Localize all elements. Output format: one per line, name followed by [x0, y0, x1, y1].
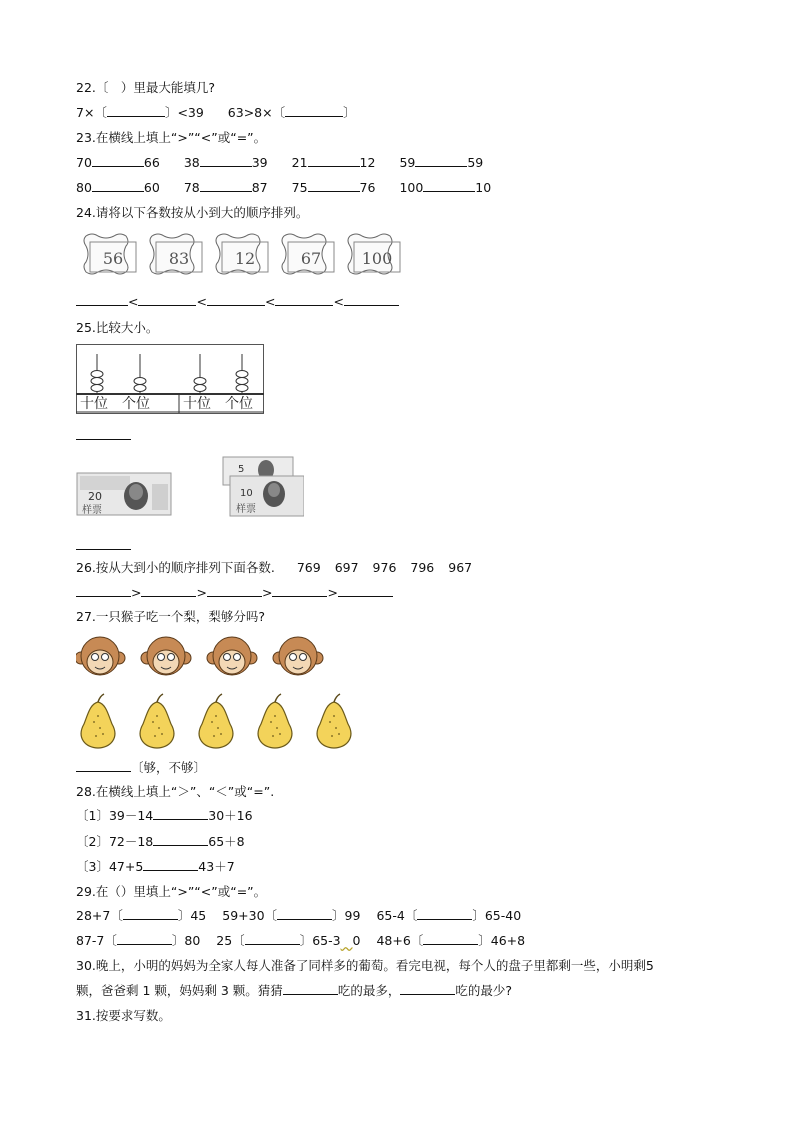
q23-num: 70	[76, 155, 92, 170]
q29-blank[interactable]	[245, 933, 300, 945]
q23-num: 59	[467, 155, 484, 170]
pear-body-icon	[140, 702, 174, 748]
pear-speck-icon	[93, 721, 95, 723]
q26-gt: >	[327, 585, 338, 600]
q24-answer-line	[76, 294, 399, 310]
pear-icon	[81, 694, 115, 748]
q30-line-2	[76, 983, 512, 999]
abacus-bead	[134, 378, 146, 385]
q26-blank[interactable]	[141, 585, 196, 597]
monkey-eye-icon	[290, 654, 297, 661]
q29-blank[interactable]	[117, 933, 172, 945]
q24-blank[interactable]	[138, 294, 196, 306]
pear-icon	[258, 694, 292, 748]
q29-blank[interactable]	[123, 908, 178, 920]
q29-wavy-gap	[341, 933, 353, 948]
pear-speck-icon	[270, 721, 272, 723]
q29-left: 65-4〔	[376, 908, 418, 923]
abacus-bead	[91, 385, 103, 392]
q28-right: 43＋7	[198, 859, 235, 874]
pear-speck-icon	[99, 727, 101, 729]
q26-blank[interactable]	[207, 585, 262, 597]
q30-text-c: 吃的最少?	[455, 983, 512, 998]
q23-num: 12	[359, 155, 376, 170]
abacus-bead	[236, 378, 248, 385]
monkey-face-icon	[219, 650, 245, 674]
q23-blank[interactable]	[423, 180, 475, 192]
q23-num: 66	[143, 155, 160, 170]
q26-gt: >	[261, 585, 273, 600]
q22-title: 22.〔 ）里最大能填几?	[76, 80, 216, 95]
q30-text-b: 吃的最多，	[337, 983, 401, 998]
pear-speck-icon	[272, 735, 274, 737]
q23-blank[interactable]	[92, 155, 144, 167]
pear-speck-icon	[161, 733, 163, 735]
q29-left: 48+6〔	[376, 933, 424, 948]
pear-stem-icon	[216, 694, 222, 702]
q24-lt: <	[128, 294, 139, 309]
q25-answer-1	[76, 428, 131, 444]
q28-blank[interactable]	[153, 834, 208, 846]
q30-blank-2[interactable]	[400, 983, 455, 995]
monkey-face-icon	[153, 650, 179, 674]
pear-icon	[199, 694, 233, 748]
q23-blank[interactable]	[415, 155, 467, 167]
abacus-label-tens-1: 十位	[80, 396, 108, 412]
monkey-eye-icon	[234, 654, 241, 661]
q25-blank-1[interactable]	[76, 428, 131, 440]
banknote-value-10: 10	[240, 488, 253, 499]
banknote-sample-text: 样票	[82, 505, 102, 516]
q26-number: 796	[410, 560, 435, 575]
q23-num: 87	[251, 180, 268, 195]
pear-speck-icon	[338, 733, 340, 735]
q28-title: 28.在横线上填上“＞”、“＜”或“=”.	[76, 784, 275, 799]
banknote-watermark	[152, 484, 168, 510]
q29-right-tail: 0	[352, 933, 361, 948]
q28-item-number: 〔2〕	[76, 834, 109, 849]
monkey-eye-icon	[158, 654, 165, 661]
banknote-sample-text: 样票	[236, 504, 256, 515]
q28-left: 72－18	[108, 834, 154, 849]
q29-row-1	[76, 908, 521, 924]
abacus-bead	[236, 371, 248, 378]
q24-lt: <	[333, 294, 344, 309]
number-card	[282, 234, 334, 274]
q24-title: 24.请将以下各数按从小到大的顺序排列。	[76, 205, 309, 220]
q27-monkeys	[76, 632, 336, 680]
q22-blank-2[interactable]	[285, 105, 343, 117]
q25-abacus-figure	[76, 344, 264, 414]
q29-title: 29.在（）里填上“>”“<”或“=”。	[76, 884, 267, 899]
pear-body-icon	[81, 702, 115, 748]
q29-right: 〕45	[177, 908, 207, 923]
q30-blank-1[interactable]	[283, 983, 338, 995]
q23-num: 39	[251, 155, 268, 170]
q29-left: 87-7〔	[76, 933, 117, 948]
q24-blank[interactable]	[76, 294, 128, 306]
q29-row-2	[76, 933, 525, 949]
card-number: 12	[234, 249, 256, 268]
pear-speck-icon	[156, 715, 158, 717]
q27-hint: 〔够，不够〕	[131, 760, 207, 775]
q31-title: 31.按要求写数。	[76, 1008, 171, 1023]
q28-item-number: 〔1〕	[76, 808, 109, 823]
q29-blank[interactable]	[277, 908, 332, 920]
abacus-bead	[236, 385, 248, 392]
abacus-bead	[134, 385, 146, 392]
pear-speck-icon	[215, 715, 217, 717]
q26-number: 697	[334, 560, 359, 575]
pear-speck-icon	[274, 715, 276, 717]
banknote-stack-5-10	[222, 456, 304, 520]
pear-stem-icon	[98, 694, 104, 702]
q28-blank[interactable]	[153, 808, 208, 820]
pear-speck-icon	[331, 735, 333, 737]
q27-answer-line	[76, 760, 206, 776]
q24-blank[interactable]	[275, 294, 333, 306]
q23-num: 76	[359, 180, 376, 195]
q23-num: 80	[76, 180, 92, 195]
q28-right: 30＋16	[208, 808, 253, 823]
pear-speck-icon	[154, 735, 156, 737]
number-card	[84, 234, 136, 274]
q23-num: 75	[291, 180, 308, 195]
abacus-label-ones-1: 个位	[122, 396, 150, 412]
card-number: 100	[361, 249, 393, 268]
q30-text-a: 颗，爸爸剩 1 颗，妈妈剩 3 颗。猜猜	[76, 983, 283, 998]
q26-number: 976	[372, 560, 397, 575]
monkey-eye-icon	[102, 654, 109, 661]
q28-item-number: 〔3〕	[76, 859, 109, 874]
q22-b: 〕<39	[164, 105, 204, 120]
monkey-eye-icon	[168, 654, 175, 661]
q24-blank[interactable]	[344, 294, 399, 306]
q23-blank[interactable]	[200, 180, 252, 192]
q29-right: 〕99	[332, 908, 361, 923]
monkey-eye-icon	[92, 654, 99, 661]
q23-num: 59	[399, 155, 416, 170]
q29-right: 〕65-40	[472, 908, 522, 923]
q25-blank-2[interactable]	[76, 538, 131, 550]
card-number: 67	[300, 249, 322, 268]
q27-pears	[76, 692, 366, 750]
q23-num: 10	[475, 180, 492, 195]
monkey-icon	[207, 637, 257, 675]
abacus-bead	[194, 378, 206, 385]
q24-number-cards	[76, 232, 402, 284]
q26-gt: >	[131, 585, 142, 600]
pear-speck-icon	[152, 721, 154, 723]
q29-right: 〕65-3	[299, 933, 341, 948]
q23-blank[interactable]	[308, 155, 360, 167]
number-card	[150, 234, 202, 274]
number-card	[348, 234, 400, 274]
q29-blank[interactable]	[423, 933, 478, 945]
abacus-bead	[91, 378, 103, 385]
pear-icon	[140, 694, 174, 748]
q23-num: 60	[143, 180, 160, 195]
abacus-bead	[91, 371, 103, 378]
q23-blank[interactable]	[92, 180, 144, 192]
q26-blank[interactable]	[338, 585, 393, 597]
portrait-face-icon	[268, 483, 280, 497]
q22-c: 63>8×〔	[227, 105, 286, 120]
pear-body-icon	[317, 702, 351, 748]
card-number: 56	[102, 249, 124, 268]
q26-gt: >	[196, 585, 207, 600]
q26-blank[interactable]	[76, 585, 131, 597]
q25-title: 25.比较大小。	[76, 320, 159, 335]
pear-speck-icon	[329, 721, 331, 723]
abacus-label-ones-2: 个位	[225, 396, 253, 412]
q26-number: 967	[448, 560, 473, 575]
q29-left: 28+7〔	[76, 908, 123, 923]
monkey-icon	[273, 637, 323, 675]
q22-blank-1[interactable]	[107, 105, 165, 117]
banknote-value-5: 5	[238, 464, 245, 475]
q27-blank[interactable]	[76, 760, 131, 772]
pear-speck-icon	[335, 727, 337, 729]
pear-speck-icon	[279, 733, 281, 735]
abacus-label-tens-2: 十位	[183, 396, 211, 412]
q26-blank[interactable]	[272, 585, 327, 597]
pear-speck-icon	[95, 735, 97, 737]
monkey-eye-icon	[224, 654, 231, 661]
q23-num: 100	[399, 180, 424, 195]
q24-lt: <	[264, 294, 276, 309]
q22-line	[76, 105, 356, 121]
q23-row-2	[76, 180, 491, 196]
pear-speck-icon	[102, 733, 104, 735]
portrait-face-icon	[129, 484, 143, 500]
q28-right: 65＋8	[208, 834, 245, 849]
monkey-eye-icon	[300, 654, 307, 661]
banknote-pattern	[80, 476, 130, 490]
q26-title: 26.按从大到小的顺序排列下面各数.	[76, 560, 275, 575]
q23-num: 78	[183, 180, 200, 195]
q29-blank[interactable]	[417, 908, 472, 920]
banknote-value-20: 20	[88, 490, 102, 503]
q27-title: 27.一只猴子吃一个梨，梨够分吗?	[76, 609, 266, 624]
q28-blank[interactable]	[143, 859, 198, 871]
number-card	[216, 234, 268, 274]
q29-left: 59+30〔	[222, 908, 278, 923]
pear-speck-icon	[217, 727, 219, 729]
banknote-20	[76, 470, 172, 518]
q30-line-1: 30.晚上，小明的妈妈为全家人每人准备了同样多的葡萄。看完电视，每个人的盘子里都剩一些，小明剩5	[76, 958, 654, 973]
pear-stem-icon	[157, 694, 163, 702]
pear-body-icon	[199, 702, 233, 748]
pear-speck-icon	[97, 715, 99, 717]
q26-line	[76, 560, 472, 576]
monkey-face-icon	[87, 650, 113, 674]
q26-number: 769	[296, 560, 321, 575]
q23-row-1	[76, 155, 483, 171]
pear-icon	[317, 694, 351, 748]
pear-speck-icon	[158, 727, 160, 729]
q28-item-3	[76, 859, 235, 875]
q28-left: 39－14	[108, 808, 154, 823]
pear-speck-icon	[333, 715, 335, 717]
monkey-icon	[76, 637, 125, 675]
monkey-icon	[141, 637, 191, 675]
q23-blank[interactable]	[200, 155, 252, 167]
q23-num: 38	[183, 155, 200, 170]
q23-num: 21	[291, 155, 308, 170]
q28-item-1	[76, 808, 253, 824]
pear-speck-icon	[276, 727, 278, 729]
pear-body-icon	[258, 702, 292, 748]
q28-item-2	[76, 834, 245, 850]
q25-answer-2	[76, 538, 131, 554]
q29-left: 25〔	[216, 933, 245, 948]
pear-speck-icon	[211, 721, 213, 723]
pear-stem-icon	[275, 694, 281, 702]
card-number: 83	[168, 249, 190, 268]
q24-blank[interactable]	[207, 294, 265, 306]
q29-right: 〕80	[171, 933, 201, 948]
pear-speck-icon	[213, 735, 215, 737]
abacus-bead	[194, 385, 206, 392]
monkey-face-icon	[285, 650, 311, 674]
pear-stem-icon	[334, 694, 340, 702]
q29-right: 〕46+8	[478, 933, 526, 948]
q28-left: 47+5	[108, 859, 144, 874]
q22-d: 〕	[343, 105, 356, 120]
q23-title: 23.在横线上填上“>”“<”或“=”。	[76, 130, 267, 145]
q22-a: 7×〔	[76, 105, 107, 120]
pear-speck-icon	[220, 733, 222, 735]
q26-answer-line	[76, 585, 393, 601]
q24-lt: <	[196, 294, 207, 309]
q23-blank[interactable]	[308, 180, 360, 192]
